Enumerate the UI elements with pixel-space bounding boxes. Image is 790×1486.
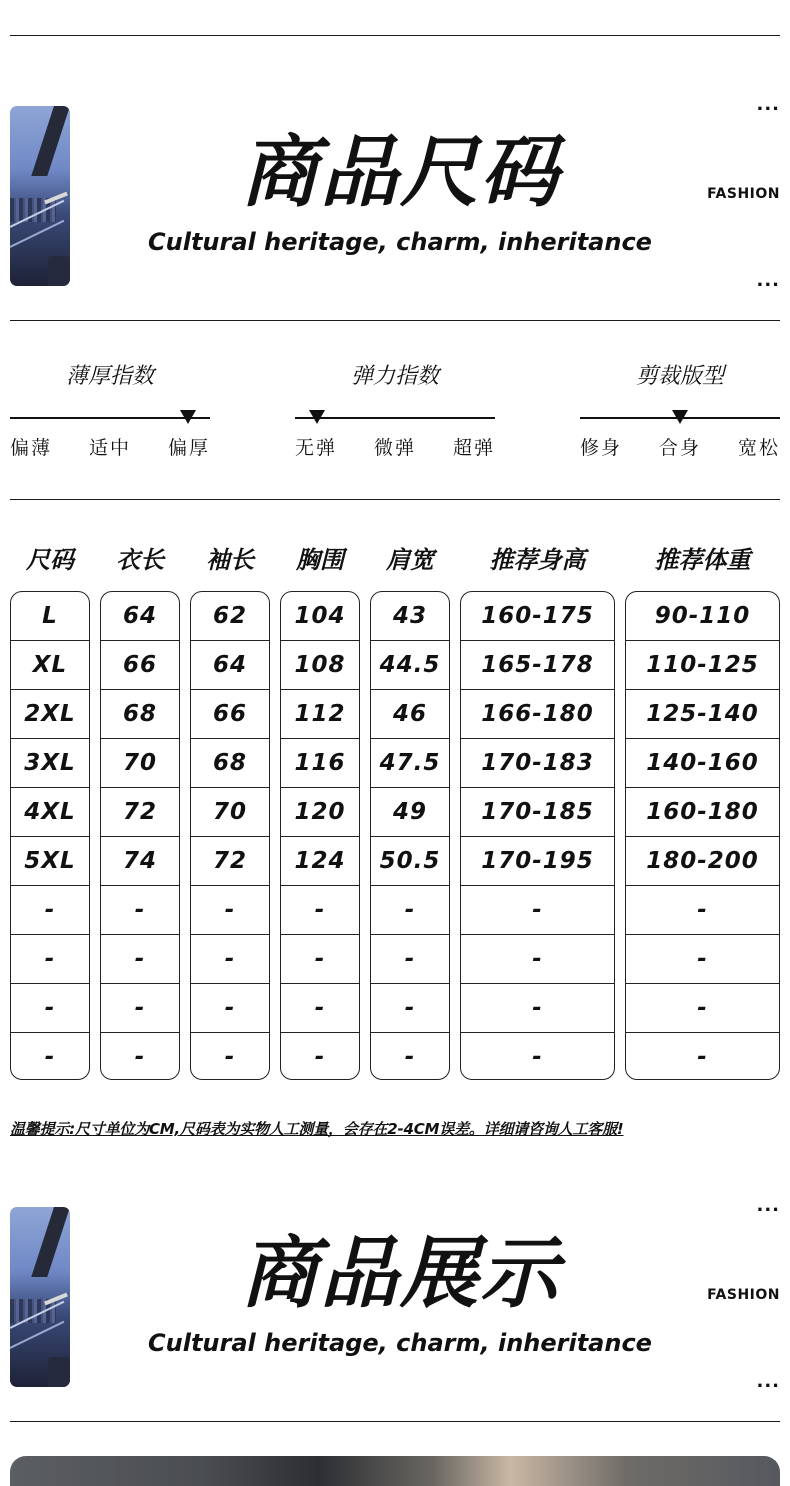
dots-decoration: ... bbox=[756, 1195, 780, 1216]
index-option: 修身 bbox=[580, 437, 623, 459]
table-cell: 5XL bbox=[11, 837, 89, 886]
table-cell: 66 bbox=[191, 690, 269, 739]
table-cell: - bbox=[191, 984, 269, 1033]
header-size: 尺码 bbox=[26, 546, 74, 574]
table-cell: - bbox=[44, 1044, 56, 1070]
size-subtitle: Cultural heritage, charm, inheritance bbox=[148, 228, 652, 256]
size-title: 商品尺码 bbox=[239, 128, 560, 218]
size-column bbox=[10, 591, 90, 1080]
table-cell: 104 bbox=[281, 592, 359, 641]
table-cell: - bbox=[191, 886, 269, 935]
header-chest: 胸围 bbox=[296, 546, 344, 574]
table-cell: 68 bbox=[101, 690, 179, 739]
table-cell: 160-180 bbox=[626, 788, 779, 837]
length-column bbox=[100, 591, 180, 1080]
table-cell: - bbox=[371, 984, 449, 1033]
weight-column bbox=[625, 591, 780, 1080]
table-cell: - bbox=[461, 984, 614, 1033]
table-cell: - bbox=[626, 984, 779, 1033]
table-cell: - bbox=[11, 886, 89, 935]
divider bbox=[10, 1421, 780, 1422]
table-cell: 165-178 bbox=[461, 641, 614, 690]
fashion-tag: FASHION bbox=[707, 1287, 780, 1303]
table-cell: - bbox=[371, 886, 449, 935]
index-title: 剪裁版型 bbox=[635, 364, 724, 389]
table-cell: 74 bbox=[101, 837, 179, 886]
product-photo bbox=[10, 1456, 780, 1486]
table-cell: - bbox=[371, 935, 449, 984]
table-cell: 140-160 bbox=[626, 739, 779, 788]
table-cell: 72 bbox=[191, 837, 269, 886]
table-cell: - bbox=[101, 984, 179, 1033]
table-cell: XL bbox=[11, 641, 89, 690]
table-cell: 68 bbox=[191, 739, 269, 788]
display-banner bbox=[0, 1195, 790, 1407]
table-cell: 180-200 bbox=[626, 837, 779, 886]
table-cell: - bbox=[404, 1044, 416, 1070]
index-option: 宽松 bbox=[737, 437, 780, 459]
table-cell: 66 bbox=[101, 641, 179, 690]
header-shoulder: 肩宽 bbox=[386, 546, 434, 574]
table-cell: 47.5 bbox=[371, 739, 449, 788]
table-cell: 120 bbox=[281, 788, 359, 837]
table-cell: - bbox=[134, 1044, 146, 1070]
table-cell: 125-140 bbox=[626, 690, 779, 739]
dots-decoration: ... bbox=[756, 270, 780, 291]
header-height: 推荐身高 bbox=[489, 546, 586, 574]
height-column bbox=[460, 591, 615, 1080]
display-title: 商品展示 bbox=[239, 1229, 560, 1319]
dots-decoration: ... bbox=[756, 94, 780, 115]
table-cell: 72 bbox=[101, 788, 179, 837]
table-cell: 112 bbox=[281, 690, 359, 739]
index-marker-icon bbox=[309, 410, 325, 424]
table-cell: 116 bbox=[281, 739, 359, 788]
index-option: 适中 bbox=[88, 437, 131, 459]
dots-decoration: ... bbox=[756, 1371, 780, 1392]
table-cell: - bbox=[626, 886, 779, 935]
table-cell: 62 bbox=[191, 592, 269, 641]
table-cell: 4XL bbox=[11, 788, 89, 837]
table-cell: 90-110 bbox=[626, 592, 779, 641]
index-marker-icon bbox=[180, 410, 196, 424]
index-scale bbox=[295, 417, 495, 419]
table-cell: - bbox=[281, 935, 359, 984]
table-cell: - bbox=[461, 886, 614, 935]
table-cell: - bbox=[281, 984, 359, 1033]
top-divider bbox=[10, 35, 780, 36]
index-option: 无弹 bbox=[295, 437, 338, 459]
table-cell: 110-125 bbox=[626, 641, 779, 690]
index-option: 微弹 bbox=[373, 437, 416, 459]
table-cell: - bbox=[697, 1044, 708, 1070]
table-cell: - bbox=[11, 984, 89, 1033]
table-cell: 170-183 bbox=[461, 739, 614, 788]
table-cell: - bbox=[101, 935, 179, 984]
table-cell: 160-175 bbox=[461, 592, 614, 641]
size-banner bbox=[0, 94, 790, 306]
fashion-tag: FASHION bbox=[707, 186, 780, 202]
table-cell: 166-180 bbox=[461, 690, 614, 739]
table-cell: 49 bbox=[371, 788, 449, 837]
table-cell: - bbox=[314, 1044, 326, 1070]
header-sleeve: 袖长 bbox=[206, 546, 254, 574]
table-cell: L bbox=[11, 592, 89, 641]
shoulder-column bbox=[370, 591, 450, 1080]
header-weight: 推荐体重 bbox=[654, 546, 751, 574]
index-option: 超弹 bbox=[452, 437, 495, 459]
table-cell: 170-195 bbox=[461, 837, 614, 886]
index-option: 偏厚 bbox=[167, 437, 210, 459]
table-cell: - bbox=[11, 935, 89, 984]
chest-column bbox=[280, 591, 360, 1080]
table-cell: 3XL bbox=[11, 739, 89, 788]
table-cell: - bbox=[461, 935, 614, 984]
table-cell: - bbox=[281, 886, 359, 935]
sleeve-column bbox=[190, 591, 270, 1080]
table-cell: - bbox=[191, 935, 269, 984]
table-cell: 108 bbox=[281, 641, 359, 690]
table-cell: 50.5 bbox=[371, 837, 449, 886]
index-option: 合身 bbox=[658, 437, 701, 459]
size-note: 温馨提示:尺寸单位为CM,尺码表为实物人工测量，会存在2-4CM误差。详细请咨询人工客服! bbox=[10, 1120, 624, 1138]
table-cell: 124 bbox=[281, 837, 359, 886]
table-cell: 44.5 bbox=[371, 641, 449, 690]
index-option: 偏薄 bbox=[10, 437, 53, 459]
display-subtitle: Cultural heritage, charm, inheritance bbox=[148, 1329, 652, 1357]
divider bbox=[10, 320, 780, 321]
index-title: 薄厚指数 bbox=[65, 364, 154, 389]
table-cell: 64 bbox=[101, 592, 179, 641]
table-cell: 46 bbox=[371, 690, 449, 739]
table-cell: - bbox=[224, 1044, 236, 1070]
table-cell: - bbox=[101, 886, 179, 935]
table-cell: - bbox=[532, 1044, 543, 1070]
divider bbox=[10, 499, 780, 500]
table-cell: 70 bbox=[191, 788, 269, 837]
index-title: 弹力指数 bbox=[350, 364, 439, 389]
table-cell: 170-185 bbox=[461, 788, 614, 837]
table-cell: 2XL bbox=[11, 690, 89, 739]
table-cell: 43 bbox=[371, 592, 449, 641]
index-marker-icon bbox=[672, 410, 688, 424]
header-length: 衣长 bbox=[116, 546, 164, 574]
table-cell: 64 bbox=[191, 641, 269, 690]
table-cell: 70 bbox=[101, 739, 179, 788]
table-cell: - bbox=[626, 935, 779, 984]
